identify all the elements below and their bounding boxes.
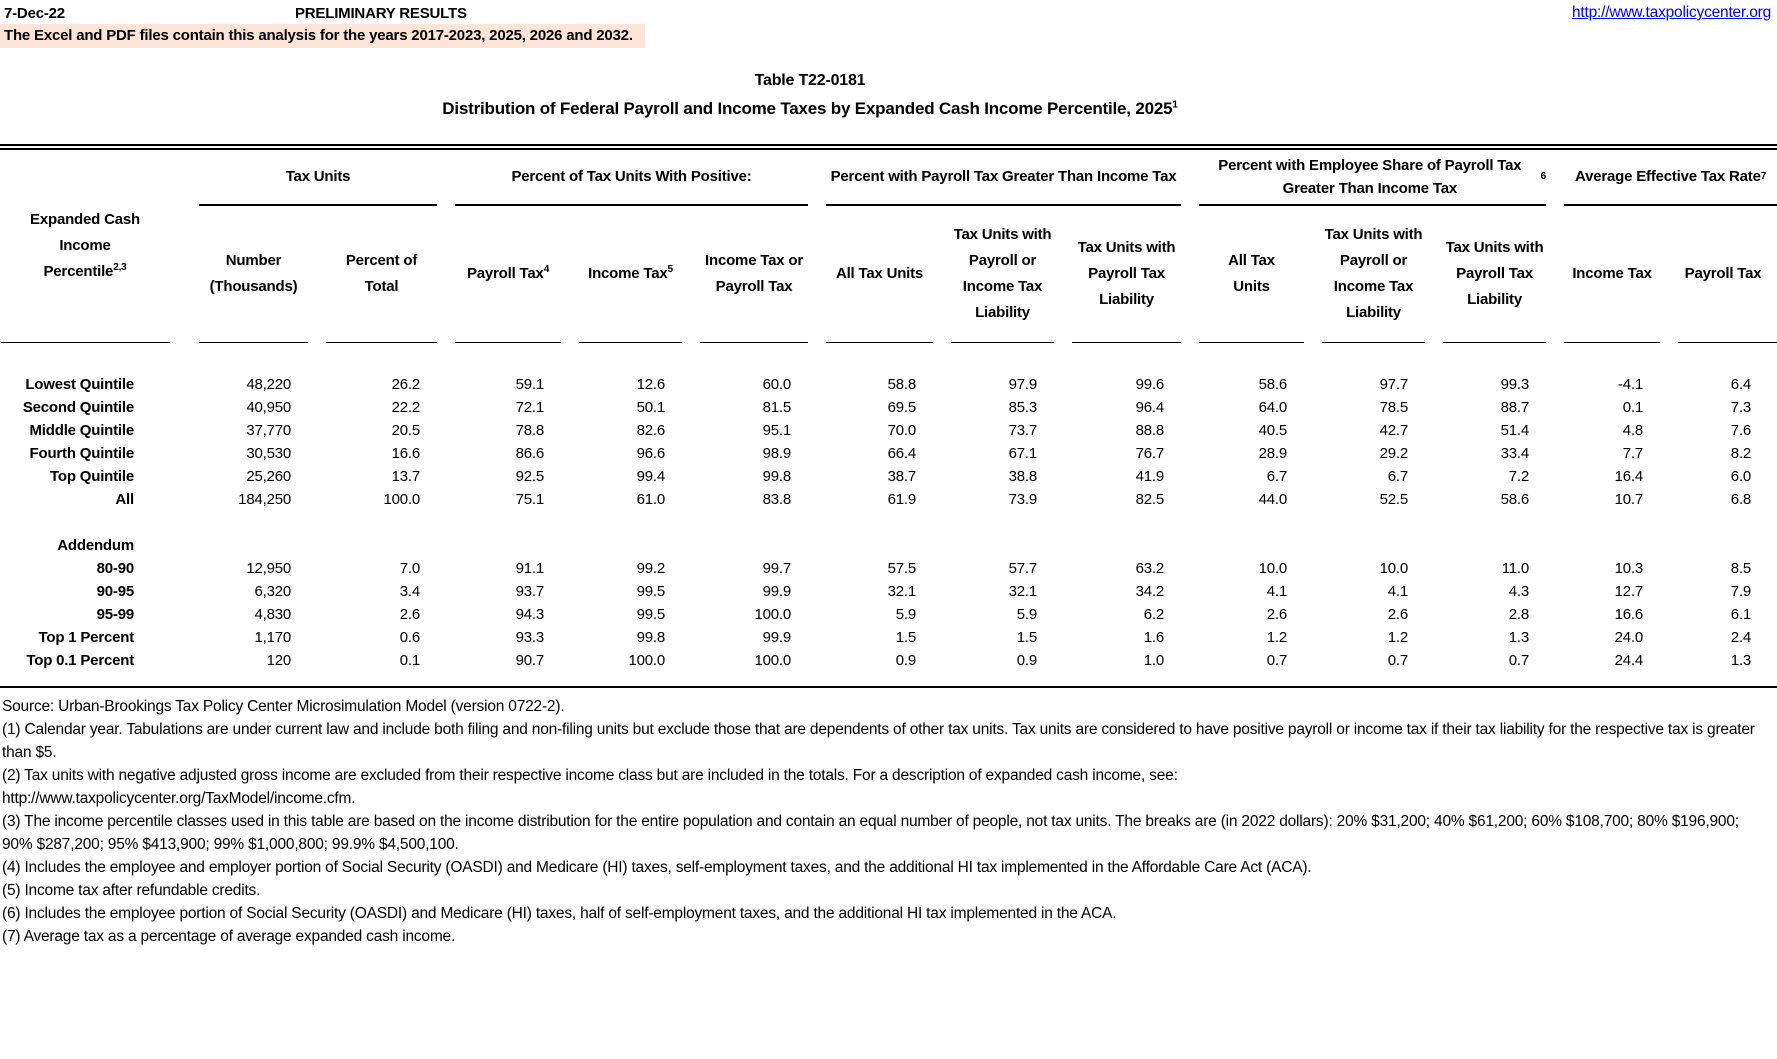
row-label: Addendum [57, 537, 134, 554]
table-row [0, 580, 1777, 603]
data-cell: 93.7 [515, 583, 545, 600]
data-cell: 4.3 [1508, 583, 1530, 600]
data-cell: 0.9 [895, 652, 917, 669]
data-cell [1313, 534, 1434, 557]
data-cell: 1.5 [895, 629, 917, 646]
data-cell: 2.4 [1730, 629, 1752, 646]
data-cell: 51.4 [1500, 422, 1530, 439]
data-cell: 6.7 [1387, 468, 1409, 485]
notice-row [0, 24, 1777, 48]
row-label: 95-99 [96, 606, 134, 623]
data-cell: 63.2 [1135, 560, 1165, 577]
data-cell [1555, 534, 1669, 557]
data-cell: 73.7 [1008, 422, 1038, 439]
table-row [0, 557, 1777, 580]
row-label: Lowest Quintile [25, 376, 134, 393]
data-cell: 100.0 [754, 606, 792, 623]
data-cell [1434, 534, 1555, 557]
data-cell: 6.1 [1730, 606, 1752, 623]
data-cell: 4.1 [1266, 583, 1288, 600]
table-row [0, 396, 1777, 419]
data-cell: 7.3 [1730, 399, 1752, 416]
data-cell [1190, 534, 1313, 557]
data-cell: 96.6 [636, 445, 666, 462]
data-cell: 10.0 [1258, 560, 1288, 577]
source-note: Source: Urban-Brookings Tax Policy Center Microsimulation Model (version 0722-2). [2, 698, 565, 715]
data-cell: 99.2 [636, 560, 666, 577]
table-row [0, 649, 1777, 672]
row-label: Top Quintile [50, 468, 134, 485]
data-cell: 4,830 [254, 606, 291, 623]
table-row [0, 373, 1777, 396]
data-cell: 24.4 [1614, 652, 1644, 669]
page-title-superscript: 1 [1172, 99, 1178, 111]
data-cell: 64.0 [1258, 399, 1288, 416]
data-cell: 28.9 [1258, 445, 1288, 462]
data-cell: 72.1 [515, 399, 545, 416]
data-cell [1063, 534, 1190, 557]
data-cell: 6.7 [1266, 468, 1288, 485]
data-cell: 99.3 [1500, 376, 1530, 393]
data-cell: 75.1 [515, 491, 545, 508]
row-label: Fourth Quintile [29, 445, 134, 462]
data-cell: 99.9 [762, 583, 792, 600]
table-row [0, 442, 1777, 465]
group-underline [1564, 204, 1777, 206]
data-cell: 2.6 [1387, 606, 1409, 623]
data-cell: 4.8 [1622, 422, 1644, 439]
row-header-expanded-cash-income-percentile [0, 150, 190, 342]
data-cell: 0.9 [1016, 652, 1038, 669]
data-cell: 78.8 [515, 422, 545, 439]
data-cell: 6.4 [1730, 376, 1752, 393]
data-cell: 66.4 [887, 445, 917, 462]
notice-banner: The Excel and PDF files contain this analysis for the years 2017-2023, 2025, 2026 and 2032. [0, 24, 645, 48]
data-cell: 95.1 [762, 422, 792, 439]
row-label: Top 0.1 Percent [26, 652, 134, 669]
data-cell: 67.1 [1008, 445, 1038, 462]
data-cell: 0.1 [399, 652, 421, 669]
data-cell: 1.6 [1143, 629, 1165, 646]
group-underline [826, 204, 1181, 206]
table-row [0, 419, 1777, 442]
data-cell: 29.2 [1379, 445, 1409, 462]
footnote-2: (2) Tax units with negative adjusted gross income are excluded from their respective income class but are included in the totals. For a description of expanded cash income, see: [2, 767, 1178, 784]
data-cell: 7.2 [1508, 468, 1530, 485]
data-cell: 6.2 [1143, 606, 1165, 623]
column-header: All Tax Units [835, 264, 924, 282]
page-title-text: Distribution of Federal Payroll and Income Taxes by Expanded Cash Income Percentile, 2025 [442, 99, 1173, 118]
data-cell: 58.6 [1500, 491, 1530, 508]
data-cell: 61.9 [887, 491, 917, 508]
column-header: Number (Thousands) [209, 251, 298, 295]
data-cell: 0.1 [1622, 399, 1644, 416]
page-title [0, 99, 1620, 119]
column-header: Tax Units with Payroll or Income Tax Liability [1324, 225, 1423, 322]
data-cell: 20.5 [391, 422, 421, 439]
data-cell: 38.7 [887, 468, 917, 485]
footnote-1: (1) Calendar year. Tabulations are under current law and include both filing and non-filing units but exclude those that are dependents of other tax units. Tax units are considered to have positive payroll or income tax if their tax liability for the respective tax is greater than $5. [2, 721, 1755, 761]
report-date: 7-Dec-22 [4, 5, 65, 22]
data-cell: -4.1 [1617, 376, 1644, 393]
data-cell: 93.3 [515, 629, 545, 646]
data-cell: 99.6 [1135, 376, 1165, 393]
data-cell: 1.5 [1016, 629, 1038, 646]
data-cell: 81.5 [762, 399, 792, 416]
data-cell: 16.6 [1614, 606, 1644, 623]
data-cell: 40.5 [1258, 422, 1288, 439]
row-label: Second Quintile [22, 399, 134, 416]
data-cell: 96.4 [1135, 399, 1165, 416]
data-cell: 100.0 [628, 652, 666, 669]
column-header: Income Tax$^5$ [588, 263, 673, 282]
data-cell: 1,170 [254, 629, 291, 646]
data-cell: 10.0 [1379, 560, 1409, 577]
data-cell: 16.6 [391, 445, 421, 462]
data-cell: 12,950 [246, 560, 291, 577]
data-cell: 26.2 [391, 376, 421, 393]
data-cell: 11.0 [1501, 560, 1530, 577]
data-cell: 97.7 [1379, 376, 1409, 393]
data-cell: 99.5 [636, 606, 666, 623]
data-cell: 4.1 [1387, 583, 1409, 600]
data-cell: 76.7 [1135, 445, 1165, 462]
table-row [0, 488, 1777, 511]
column-group-header: Tax Units [190, 150, 446, 206]
data-cell: 22.2 [391, 399, 421, 416]
data-cell: 8.2 [1730, 445, 1752, 462]
footnotes [0, 688, 1777, 948]
data-cell: 73.9 [1008, 491, 1038, 508]
data-cell: 12.6 [636, 376, 666, 393]
table-row [0, 626, 1777, 649]
data-cell: 7.9 [1730, 583, 1752, 600]
data-cell: 1.3 [1508, 629, 1530, 646]
data-cell: 50.1 [636, 399, 666, 416]
row-label: All [115, 491, 134, 508]
data-cell: 120 [266, 652, 291, 669]
data-cell [691, 534, 817, 557]
footnote-3: (3) The income percentile classes used in this table are based on the income distribution for the entire population and contain an equal number of people, not tax units. The breaks are (in 2022 dollars): 20% $31,200; 40% $61,200; 60% $108,700; 80% $196,900; 90% $287,200; 95% $413,900; 99% $1,000,800; 99.9% $4,500,100. [2, 813, 1739, 853]
data-cell: 2.8 [1508, 606, 1530, 623]
data-cell: 57.7 [1008, 560, 1038, 577]
data-cell: 5.9 [1016, 606, 1038, 623]
column-header: Payroll Tax$^4$ [466, 263, 550, 282]
data-cell: 1.3 [1730, 652, 1752, 669]
table-row [0, 534, 1777, 557]
footnote-4: (4) Includes the employee and employer portion of Social Security (OASDI) and Medicare (HI) taxes, self-employment taxes, and the additional HI tax implemented in the Affordable Care Act (ACA). [2, 859, 1312, 876]
column-group-header: Average Effective Tax Rate 7 [1555, 150, 1777, 206]
data-cell: 88.8 [1135, 422, 1165, 439]
column-header: All Tax Units [1228, 251, 1275, 295]
footnote-2-url: http://www.taxpolicycenter.org/TaxModel/income.cfm. [2, 790, 356, 807]
title-block [0, 72, 1620, 119]
footnote-6: (6) Includes the employee portion of Social Security (OASDI) and Medicare (HI) taxes, half of self-employment taxes, and the additional HI tax implemented in the ACA. [2, 905, 1117, 922]
data-cell: 57.5 [887, 560, 917, 577]
data-cell: 0.7 [1387, 652, 1409, 669]
data-cell: 2.6 [399, 606, 421, 623]
data-cell: 1.2 [1387, 629, 1409, 646]
column-group-header: Percent with Employee Share of Payroll Tax Greater Than Income Tax 6 [1190, 150, 1555, 206]
data-cell: 7.6 [1730, 422, 1752, 439]
data-cell: 98.9 [762, 445, 792, 462]
column-header: Tax Units with Payroll or Income Tax Liability [953, 225, 1052, 322]
data-cell: 94.3 [515, 606, 545, 623]
table-row [0, 603, 1777, 626]
data-cell: 100.0 [754, 652, 792, 669]
row-label: 90-95 [96, 583, 134, 600]
data-cell: 92.5 [515, 468, 545, 485]
group-underline [1199, 204, 1546, 206]
data-cell: 59.1 [515, 376, 545, 393]
data-cell: 82.5 [1135, 491, 1165, 508]
data-cell: 0.7 [1266, 652, 1288, 669]
column-header: Income Tax or Payroll Tax [705, 251, 803, 295]
data-cell: 100.0 [383, 491, 421, 508]
top-bar [0, 0, 1777, 24]
column-header: Payroll Tax [1684, 264, 1762, 282]
data-cell: 97.9 [1008, 376, 1038, 393]
data-cell: 41.9 [1135, 468, 1165, 485]
footnote-5: (5) Income tax after refundable credits. [2, 882, 261, 899]
data-cell: 70.0 [887, 422, 917, 439]
data-cell: 1.0 [1143, 652, 1165, 669]
data-cell: 30,530 [246, 445, 291, 462]
data-cell: 38.8 [1008, 468, 1038, 485]
data-cell: 33.4 [1500, 445, 1530, 462]
data-cell: 0.7 [1508, 652, 1530, 669]
data-cell: 85.3 [1008, 399, 1038, 416]
data-cell: 99.4 [636, 468, 666, 485]
data-cell: 37,770 [246, 422, 291, 439]
row-label: Middle Quintile [29, 422, 134, 439]
data-cell [190, 534, 317, 557]
column-header: Tax Units with Payroll Tax Liability [1077, 238, 1176, 309]
data-cell: 58.8 [887, 376, 917, 393]
data-cell: 10.3 [1614, 560, 1644, 577]
column-header: Income Tax [1572, 264, 1652, 282]
data-cell [1669, 534, 1777, 557]
data-cell: 184,250 [238, 491, 291, 508]
data-cell: 52.5 [1379, 491, 1409, 508]
data-cell: 25,260 [246, 468, 291, 485]
row-header-superscript: 2,3 [113, 262, 127, 274]
data-cell: 60.0 [762, 376, 792, 393]
footnote-7: (7) Average tax as a percentage of average expanded cash income. [2, 928, 456, 945]
row-label: 80-90 [96, 560, 134, 577]
data-cell: 16.4 [1614, 468, 1644, 485]
data-cell [317, 534, 446, 557]
data-cell: 6.0 [1730, 468, 1752, 485]
data-cell: 61.0 [636, 491, 666, 508]
table-row [0, 465, 1777, 488]
data-cell: 44.0 [1258, 491, 1288, 508]
data-cell: 58.6 [1258, 376, 1288, 393]
data-cell: 7.7 [1622, 445, 1644, 462]
data-cell: 99.9 [762, 629, 792, 646]
group-underline [199, 204, 437, 206]
data-cell: 69.5 [887, 399, 917, 416]
data-cell: 34.2 [1135, 583, 1165, 600]
data-cell: 78.5 [1379, 399, 1409, 416]
data-cell: 1.2 [1266, 629, 1288, 646]
data-cell: 83.8 [762, 491, 792, 508]
data-cell: 82.6 [636, 422, 666, 439]
data-cell: 42.7 [1379, 422, 1409, 439]
data-cell: 6,320 [254, 583, 291, 600]
column-group-header: Percent of Tax Units With Positive: [446, 150, 817, 206]
data-cell: 8.5 [1730, 560, 1752, 577]
row-header-label: Expanded Cash Income Percentile [30, 210, 140, 281]
preliminary-results-label: PRELIMINARY RESULTS [295, 5, 467, 22]
data-cell: 2.6 [1266, 606, 1288, 623]
column-group-header: Percent with Payroll Tax Greater Than Income Tax [817, 150, 1190, 206]
data-cell: 13.7 [391, 468, 421, 485]
data-cell: 86.6 [515, 445, 545, 462]
column-header: Percent of Total [345, 251, 418, 295]
data-cell: 99.7 [762, 560, 792, 577]
table-number: Table T22-0181 [754, 72, 866, 89]
data-cell [942, 534, 1063, 557]
data-cell: 32.1 [887, 583, 917, 600]
data-cell: 7.0 [399, 560, 421, 577]
data-cell: 99.5 [636, 583, 666, 600]
column-header: Tax Units with Payroll Tax Liability [1445, 238, 1544, 309]
data-cell: 24.0 [1614, 629, 1644, 646]
data-cell: 12.7 [1614, 583, 1644, 600]
data-cell: 99.8 [762, 468, 792, 485]
data-cell: 6.8 [1730, 491, 1752, 508]
data-cell: 99.8 [636, 629, 666, 646]
data-cell: 48,220 [246, 376, 291, 393]
data-cell [446, 534, 570, 557]
data-cell [817, 534, 942, 557]
data-cell: 5.9 [895, 606, 917, 623]
row-label: Top 1 Percent [38, 629, 134, 646]
data-cell: 32.1 [1008, 583, 1038, 600]
tax-distribution-table [0, 150, 1777, 672]
data-cell [570, 534, 691, 557]
taxpolicycenter-link[interactable]: http://www.taxpolicycenter.org [1571, 4, 1771, 21]
data-cell: 10.7 [1614, 491, 1644, 508]
data-cell: 88.7 [1500, 399, 1530, 416]
data-cell: 90.7 [515, 652, 545, 669]
data-cell: 3.4 [399, 583, 421, 600]
group-underline [455, 204, 808, 206]
data-cell: 40,950 [246, 399, 291, 416]
data-cell: 91.1 [515, 560, 545, 577]
data-cell: 0.6 [399, 629, 421, 646]
